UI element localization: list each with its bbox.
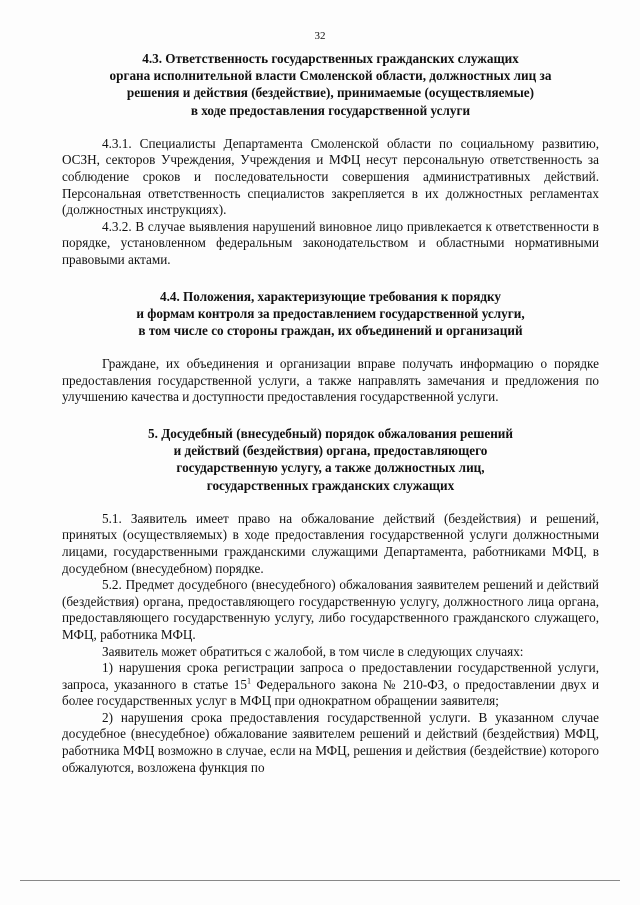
document-body <box>62 50 599 776</box>
page-number: 32 <box>314 30 326 42</box>
heading-line: государственных гражданских служащих <box>206 477 455 493</box>
heading-line: 4.3. Ответственность государственных гражданских служащих <box>142 51 519 66</box>
heading-line: и формам контроля за предоставлением государственной услуги, <box>136 305 525 321</box>
paragraph-4-3-1: 4.3.1. Специалисты Департамента Смоленской области по социальному развитию, ОСЗН, секторов Учреждения, Учреждения и МФЦ несут персональную ответственность за соблюдение сроков и последовательности совершения административных действий. Персональная ответственность специалистов закрепляется в их должностных регламентах (должностных инструкциях). <box>62 135 599 218</box>
heading-line: 5. Досудебный (внесудебный) порядок обжалования решений <box>148 425 513 441</box>
heading-line: решения и действия (бездействие), принимаемые (осуществляемые) <box>126 85 535 101</box>
paragraph-complaint-cases: Заявитель может обратиться с жалобой, в том числе в следующих случаях: <box>102 643 524 659</box>
page-bottom-rule <box>20 880 620 881</box>
paragraph-4-3-2: 4.3.2. В случае выявления нарушений виновное лицо привлекается к ответственности в порядке, установленном федеральным законодательством и областными нормативными правовыми актами. <box>62 218 599 267</box>
heading-line: 4.4. Положения, характеризующие требования к порядку <box>159 288 502 304</box>
paragraph-5-2: 5.2. Предмет досудебного (внесудебного) обжалования заявителем решений и действий (бездействия) органа, предоставляющего государственную услугу, должностного лица органа, предоставляющего государственную услугу, либо государственного гражданского служащего, МФЦ, работника МФЦ. <box>62 577 599 642</box>
section-5-heading <box>62 425 599 494</box>
paragraph-5-1: 5.1. Заявитель имеет право на обжалование действий (бездействия) и решений, принятых (осуществляемых) в ходе предоставления государственной услуги должностными лицами, государственными гражданскими служащими Департамента, работниками МФЦ, в досудебном (внесудебном) порядке. <box>62 510 599 576</box>
list-item-1 <box>62 660 599 710</box>
list-item-1-text-cont: Федерального закона № 210-ФЗ, о предоставлении двух и более государственных услуг в МФЦ при однократном обращении заявителя; <box>62 676 599 709</box>
section-4-4-heading <box>62 288 599 340</box>
list-item-2: 2) нарушения срока предоставления государственной услуги. В указанном случае досудебное (внесудебное) обжалование заявителем решений и действий (бездействия) МФЦ, работника МФЦ возможно в случае, если на МФЦ, решения и действия (бездействие) которого обжалуются, возложена функция по <box>62 709 599 775</box>
heading-line: и действий (бездействия) органа, предоставляющего <box>173 443 488 459</box>
superscript: 1 <box>246 676 251 686</box>
heading-line: государственную услугу, а также должностных лиц, <box>176 460 485 476</box>
paragraph-4-4-1: Граждане, их объединения и организации вправе получать информацию о порядке предоставления государственной услуги, а также направлять замечания и предложения по улучшению качества и доступности предоставления государственной услуги. <box>62 356 599 405</box>
list-item-1-text: 1) нарушения срока регистрации запроса о предоставлении государственной услуги, запроса, указанного в статье 15 <box>62 660 599 692</box>
heading-line: в том числе со стороны граждан, их объединений и организаций <box>138 322 523 338</box>
section-4-3-heading <box>62 50 599 119</box>
heading-line: в ходе предоставления государственной услуги <box>190 102 471 118</box>
heading-line: органа исполнительной власти Смоленской области, должностных лиц за <box>109 68 552 84</box>
